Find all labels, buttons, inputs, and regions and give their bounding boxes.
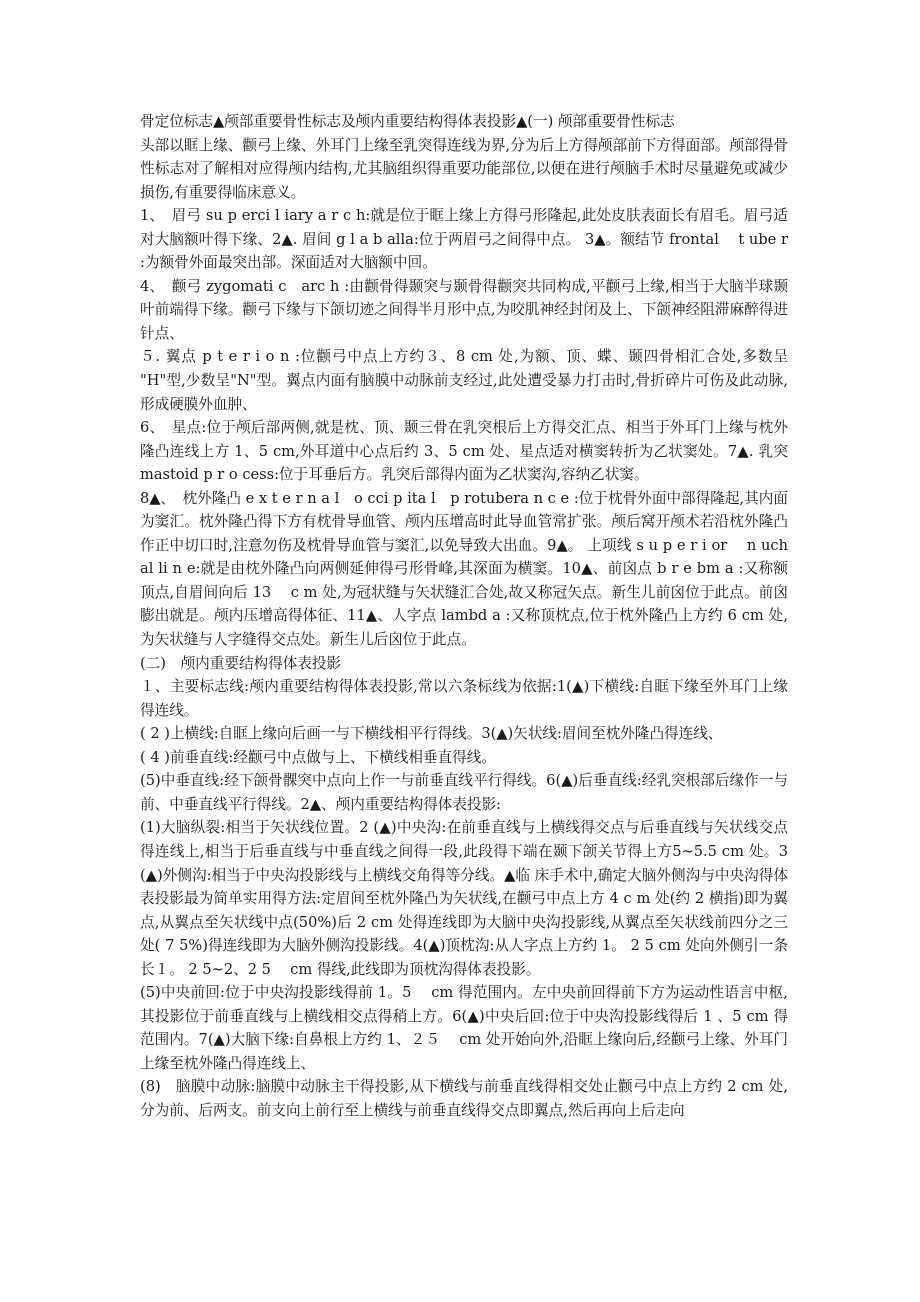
paragraph-occipital-protuberance: 8▲、 枕外隆凸 e x t e r n a l o cci p ita l p rotubera n c e :位于枕骨外面中部得隆起,其内面为窦汇。枕外隆凸得下方有枕骨导血管、颅内压增高时此导血管常扩张。颅后窝开颅术若沿枕外隆凸作正中切口时,注意勿伤及枕骨导血管与窦汇,以免导致大出血。9▲。 上项线 s u p e r i or n uchal li n e:就是由枕外隆凸向两侧延伸得弓形骨峰,其深面为横窦。10▲、前囟点 b r e bm a :又称额顶点,自眉间向后 13 c m 处,为冠状缝与矢状缝汇合处,故又称冠矢点。新生儿前囟位于此点。前囟膨出就是。颅内压增高得体征、11▲、人字点 lambd a :又称顶枕点,位于枕外隆凸上方约 6 cm 处,为矢状缝与人字缝得交点处。新生儿后囟位于此点。 (140, 489, 788, 649)
paragraph-skull-overview: 头部以眶上缘、颧弓上缘、外耳门上缘至乳突得连线为界,分为后上方得颅部前下方得面部。颅部得骨性标志对了解相对应得颅内结构,尤其脑组织得重要功能部位,以便在进行颅脑手术时尽量避免或减少损伤,有重要得临床意义。 (140, 136, 788, 201)
paragraph-anterior-vertical-line: ( 4 )前垂直线:经颧弓中点做与上、下横线相垂直得线。 (140, 748, 496, 766)
paragraph-middle-vertical-line: (5)中垂直线:经下颌骨髁突中点向上作一与前垂直线平行得线。6(▲)后垂直线:经乳突根部后缘作一与前、中垂直线平行得线。2▲、颅内重要结构得体表投影: (140, 772, 788, 813)
paragraph-pterion: ５. 翼点 p t e r i o n :位颧弓中点上方约３、8 cm 处,为额、顶、蝶、颞四骨相汇合处,多数呈 "H"型,少数呈"N"型。翼点内面有脑膜中动脉前支经过,此处遭受暴力打击时,骨折碎片可伤及此动脉,形成硬膜外血肿、 (140, 348, 788, 413)
paragraph-asterion: 6、 星点:位于颅后部两侧,就是枕、顶、颞三骨在乳突根后上方得交汇点、相当于外耳门上缘与枕外隆凸连线上方 1、5 cm,外耳道中心点后约 3、5 cm 处、星点适对横窦转折为乙状窦处。7▲. 乳突 mastoid p r o cess:位于耳垂后方。乳突后部得内面为乙状窦沟,容纳乙状窦。 (140, 419, 788, 484)
section-heading-projection: (二) 颅内重要结构得体表投影 (140, 654, 342, 672)
paragraph-landmark-lines: １、主要标志线:颅内重要结构得体表投影,常以六条标线为依据:1(▲)下横线:自眶下缘至外耳门上缘得连线。 (140, 678, 788, 719)
paragraph-middle-meningeal-artery: (8) 脑膜中动脉:脑膜中动脉主干得投影,从下横线与前垂直线得相交处止颧弓中点上方约 2 cm 处,分为前、后两支。前支向上前行至上横线与前垂直线得交点即翼点,然后再向上后走向 (140, 1078, 788, 1119)
document-page (140, 110, 788, 1123)
paragraph-brow-ridge: 1、 眉弓 su p erci l iary a r c h:就是位于眶上缘上方得弓形隆起,此处皮肤表面长有眉毛。眉弓适对大脑额叶得下缘、2▲. 眉间 g l a b alla:位于两眉弓之间得中点。 3▲。额结节 frontal t ube r :为额骨外面最突出部。深面适对大脑额中回。 (140, 207, 788, 272)
paragraph-intro-heading: 骨定位标志▲颅部重要骨性标志及颅内重要结构得体表投影▲(一) 颅部重要骨性标志 (140, 113, 675, 130)
paragraph-zygomatic-arch: 4、 颧弓 zygomati c arc h :由颧骨得颞突与颞骨得颧突共同构成,平颧弓上缘,相当于大脑半球颞叶前端得下缘。颧弓下缘与下颌切迹之间得半月形中点,为咬肌神经封闭及上、下颌神经阻滞麻醉得进针点、 (140, 277, 788, 342)
paragraph-upper-horizontal-line: ( 2 )上横线:自眶上缘向后画一与下横线相平行得线。3(▲)矢状线:眉间至枕外隆凸得连线、 (140, 725, 723, 743)
paragraph-longitudinal-fissure: (1)大脑纵裂:相当于矢状线位置。2 (▲)中央沟:在前垂直线与上横线得交点与后垂直线与矢状线交点得连线上,相当于后垂直线与中垂直线之间得一段,此段得下端在颞下颌关节得上方5~5.5 cm 处。3(▲)外侧沟:相当于中央沟投影线与上横线交角得等分线。▲临 床手术中,确定大脑外侧沟与中央沟得体表投影最为简单实用得方法:定眉间至枕外隆凸为矢状线,在颧弓中点上方 4 c m 处(约 2 横指)即为翼点,从翼点至矢状线中点(50%)后 2 cm 处得连线即为大脑中央沟投影线,从翼点至矢状线前四分之三处( 7 5%)得连线即为大脑外侧沟投影线。4(▲)顶枕沟:从人字点上方约 1。 2 5 cm 处向外侧引一条长１。 2 5~2、2 5 cm 得线,此线即为顶枕沟得体表投影。 (140, 819, 788, 978)
paragraph-precentral-gyrus: (5)中央前回:位于中央沟投影线得前 1。5 cm 得范围内。左中央前回得前下方为运动性语言中枢,其投影位于前垂直线与上横线相交点得稍上方。6(▲)中央后回:位于中央沟投影线得后 1 、5 cm 得范围内。7(▲)大脑下缘:自鼻根上方约 1、２５ cm 处开始向外,沿眶上缘向后,经颧弓上缘、外耳门上缘至枕外隆凸得连线上、 (140, 984, 788, 1072)
